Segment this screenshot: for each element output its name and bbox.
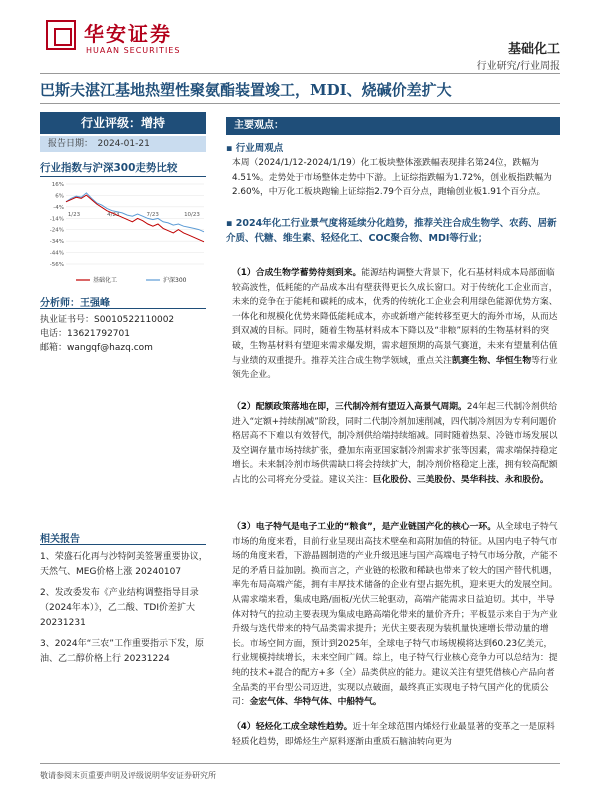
x-tick-label: 10/23 [184, 212, 200, 218]
y-tick-label: -24% [49, 227, 64, 234]
related-reports-list [40, 550, 210, 667]
paragraph-emphasis: 巨化股份、三美股份、昊华科技、永和股份。 [372, 474, 549, 485]
related-report-item[interactable]: 1、荣盛石化再与沙特阿美签署重要协议，天然气、MEG价格上涨 20240107 [40, 552, 208, 577]
paragraph-electronic-gas [232, 520, 558, 710]
industry-label: 基础化工 [507, 42, 560, 57]
x-tick-label: 1/23 [67, 212, 81, 218]
paragraph-body: 从全球电子特气市场的角度来看，目前行业呈现出高技术壁垒和高附加值的特征。从国内电子特气市场的角度来看，下游晶圆制造的产业升级迅速与国产高端电子特气市场分散，产能不足的矛盾日益加剧。换而言之，产业链的松散和稀缺也带来了较大的国产替代机遇，率先布局高端产能，拥有丰厚技术储备的企业有望占据先机，迎来更大的发展空间。从需求端来看，集成电路/面板/光伏三轮驱动，高端产能需求日益迫切。其中，半导体对特气的拉动主要表现为集成电路高端化带来的量价齐升；平板显示来自于为产业升级与迭代带来的特气品类需求提升；光伏主要表现为装机量快速增长带动量的增长。市场空间方面，预计到2025年，全球电子特气市场规模将达到60.23亿美元，行业规模持续增长，未来空间广阔。综上，电子特气行业核心竞争力可以总结为：提纯的技术+混合的配方+多（全）品类供应的能力。建议关注有望凭借核心产品向者全品类的平台型公司迈进，实现以点破面，最终真正实现电子特气国产化的优质公司： [232, 522, 558, 708]
related-report-item[interactable]: 2、发改委发布《产业结构调整指导目录（2024年本）》，乙二酸、TDI价差扩大 20231231 [40, 588, 199, 628]
weekly-view-text: 本周（2024/1/12-2024/1/19）化工板块整体涨跌幅表现排名第24位，跌幅为4.51%。走势处于市场整体走势中下游。上证综指跌幅为1.72%，创业板指跌幅为2.60%，中万化工板块跑输上证综指2.79个百分点，跑输创业板1.91个百分点。 [232, 158, 552, 198]
divider [40, 308, 206, 309]
paragraph-emphasis: 金宏气体、华特气体、中船特气。 [249, 697, 382, 708]
paragraph-heading: （2）配额政策落地在即，三代制冷剂有望迈入高景气周期。 [232, 402, 467, 412]
legend-label: 基础化工 [93, 277, 118, 284]
logo-mark-icon [46, 20, 76, 50]
rating-badge: 行业评级：增持 [40, 112, 206, 134]
footer-disclaimer: 敬请参阅末页重要声明及评级说明华安证券研究所 [40, 771, 216, 780]
phone-number: 电话：13621792701 [40, 329, 130, 339]
y-tick-label: -34% [49, 239, 64, 246]
license-number: 执业证书号：S0010522110002 [40, 315, 175, 325]
paragraph-light-hydrocarbon [232, 720, 558, 760]
email-link[interactable]: 邮箱：wangqf@hazq.com [40, 343, 153, 353]
paragraph-refrigerant [232, 400, 558, 488]
chart-title: 行业指数与沪深300走势比较 [40, 162, 178, 174]
y-tick-label: 6% [55, 193, 64, 200]
related-reports-title: 相关报告 [40, 534, 80, 545]
divider [40, 176, 206, 177]
divider [40, 73, 560, 74]
y-tick-label: -14% [49, 216, 64, 223]
page-title: 巴斯夫湛江基地热塑性聚氨酯装置竣工，MDI、烧碱价差扩大 [40, 81, 452, 99]
x-tick-label: 4/23 [107, 212, 120, 218]
y-tick-label: -44% [49, 250, 64, 257]
x-tick-label: 7/23 [146, 212, 159, 218]
paragraph-body: 能源结构调整大背景下，化石基材料成本局部面临较高波性，低耗能的产品成本出有壁获得更长久成长窗口。对于传统化工企业而言，未来的竞争在于能耗和碳耗的成本，优秀的传统化工企业会利用绿色能源优势方案、一体化和规模化优势来降低能耗成本，亦或新增产能转移至更大的海外市场，从而达到双减的目标。同时，随着生物基材料成本下降以及“非粮”原料的生物基材料的突破，生物基材料有望迎来需求爆发期，需求超预期的高景气赛道，未来有望量利估值与业绩的双重提升。推荐关注合成生物学领域，重点关注 [232, 268, 558, 366]
section-heading-outlook: ▪ 2024年化工行业景气度将延续分化趋势，推荐关注合成生物学、农药、居新介质、代糖、维生素、轻烃化工、COC聚合物、MDI等行业； [226, 218, 557, 244]
paragraph-synthetic-biology [232, 266, 558, 383]
paragraph-body: 近十年全球范围内烯烃行业最显著的变革之一是原料轻质化趋势，即烯烃生产原料逐渐由重质石脑油转向更为 [232, 722, 555, 747]
report-date: 报告日期： 2024-01-21 [40, 136, 206, 152]
logo [46, 18, 196, 64]
paragraph-tail: 等行业领先企业。 [232, 355, 558, 381]
y-tick-label: -56% [49, 262, 64, 268]
divider [40, 544, 206, 545]
divider [40, 763, 560, 764]
paragraph-heading: （4）轻烃化工成全球性趋势。 [232, 722, 353, 732]
related-report-item[interactable]: 3、2024年“三农”工作重要指示下发，原油、乙二醇价格上行 20231224 [40, 639, 204, 664]
y-tick-label: 16% [51, 182, 64, 188]
logo-subtext: HUAAN SECURITIES [86, 46, 181, 55]
paragraph-body: 24年起三代制冷剂供给进入“定额+持续削减”阶段，同时二代制冷剂加速削减，四代制冷剂因为专利问题价格居高不下难以有效替代，制冷剂供给端持续缩减。同时随着热泵、冷链市场发展以及空调存量市场持续扩张，叠加东南亚国家制冷剂需求扩张等因素，需求端保持稳定增长。未来制冷剂市场供需缺口将会持续扩大，制冷剂价格稳定上涨，拥有较高配额占比的公司将充分受益。建议关注： [232, 402, 558, 485]
section-header-main-points: 主要观点： [226, 117, 560, 135]
paragraph-emphasis: 凯赛生物、华恒生物 [451, 355, 532, 366]
section-heading-weekly-view: ▪ 行业周观点 [226, 143, 284, 154]
paragraph-heading: （1）合成生物学蓄势待刻到来。 [232, 268, 362, 278]
analyst-name: 分析师：王强峰 [40, 298, 110, 309]
divider [40, 103, 560, 104]
y-tick-label: -4% [53, 204, 64, 211]
logo-text: 华安证券 [84, 22, 172, 46]
index-comparison-chart [40, 178, 206, 290]
report-type-label: 行业研究/行业周报 [476, 61, 560, 72]
paragraph-heading: （3）电子特气是电子工业的“粮食”，是产业链国产化的核心一环。 [232, 522, 496, 532]
legend-label: 沪深300 [163, 277, 187, 284]
